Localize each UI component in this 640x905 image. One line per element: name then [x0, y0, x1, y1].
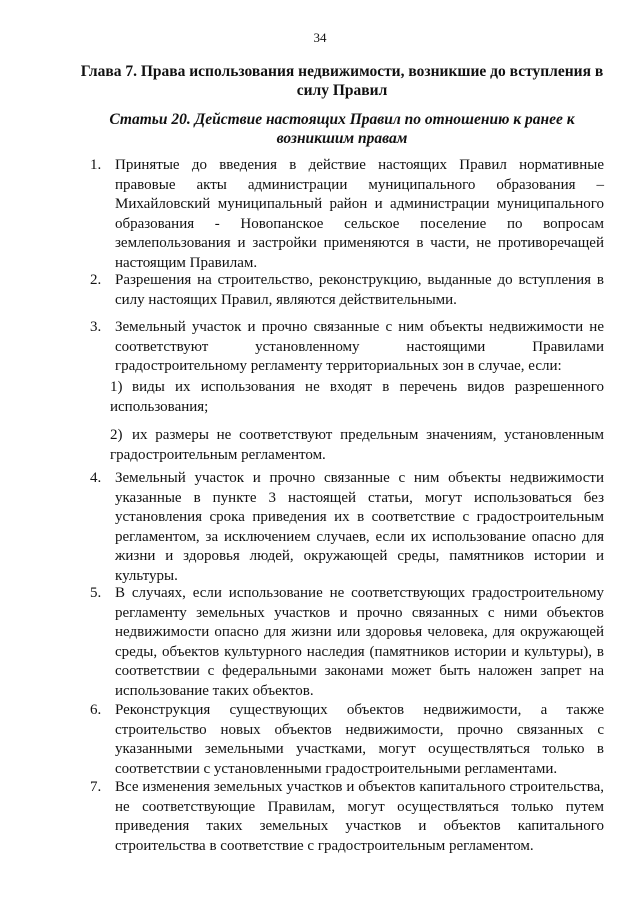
list-item-text: Все изменения земельных участков и объектов капитального строительства, не соответствующие Правилам, могут осуществляться только путем приведения таких земельных участков и объектов капитального строительства в соответствие с градостроительным регламентом.	[115, 779, 604, 854]
list-item-number: 7.	[90, 779, 102, 795]
sub-list-item	[110, 378, 604, 417]
list-item-number: 2.	[90, 272, 102, 288]
list-item-number: 1.	[90, 157, 102, 173]
list-item-text: Принятые до введения в действие настоящих Правил нормативные правовые акты администрации муниципального образования – Михайловский муниципальный район и администрации муниципального образования - Новопанское сельское поселение по вопросам землепользования и застройки применяются в части, не противоречащей настоящим Правилам.	[115, 157, 604, 271]
list-item-number: 6.	[90, 702, 102, 718]
sub-list-item-text: виды их использования не входят в перечень видов разрешенного использования;	[110, 379, 604, 415]
list-item-text: Реконструкция существующих объектов недвижимости, а также строительство новых объектов недвижимости, прочно связанных с указанными земельными участками, могут осуществляться только в соответствии с установленными градостроительными регламентами.	[115, 702, 604, 777]
list-item-text: В случаях, если использование не соответствующих градостроительному регламенту земельных участков и прочно связанных с ними объектов недвижимости опасно для жизни или здоровья человека, для окружающей среды, объектов культурного наследия (памятников истории и культуры), в соответствии с федеральными законами может быть наложен запрет на использование таких объектов.	[115, 585, 604, 699]
article-title: Статьи 20. Действие настоящих Правил по отношению к ранее к возникшим правам	[109, 111, 575, 147]
list-item	[90, 584, 604, 702]
chapter-title: Глава 7. Права использования недвижимости, возникшие до вступления в силу Правил	[80, 63, 604, 99]
list-item	[90, 701, 604, 779]
list-item	[90, 271, 604, 310]
list-item	[90, 318, 604, 377]
sub-list-item-number: 1)	[110, 379, 123, 395]
sub-list-item-text: их размеры не соответствуют предельным значениям, установленным градостроительным регламентом.	[110, 427, 604, 463]
list-item	[90, 469, 604, 587]
list-item-text: Земельный участок и прочно связанные с ним объекты недвижимости не соответствуют установленному настоящими Правилами градостроительному регламенту территориальных зон в случае, если:	[115, 319, 604, 375]
list-item	[90, 156, 604, 274]
list-item-number: 5.	[90, 585, 102, 601]
list-item	[90, 778, 604, 856]
sub-list-item-number: 2)	[110, 427, 123, 443]
page-number: 34	[313, 30, 327, 45]
list-item-number: 3.	[90, 319, 102, 335]
list-item-text: Разрешения на строительство, реконструкцию, выданные до вступления в силу настоящих Правил, являются действительными.	[115, 272, 604, 308]
sub-list-item	[110, 426, 604, 465]
list-item-number: 4.	[90, 470, 102, 486]
list-item-text: Земельный участок и прочно связанные с ним объекты недвижимости указанные в пункте 3 настоящей статьи, могут использоваться без установления срока приведения их в соответствие с градостроительным регламентом, за исключением случаев, если их использование опасно для жизни и здоровья людей, окружающей среды, памятников истории и культуры.	[115, 470, 604, 584]
